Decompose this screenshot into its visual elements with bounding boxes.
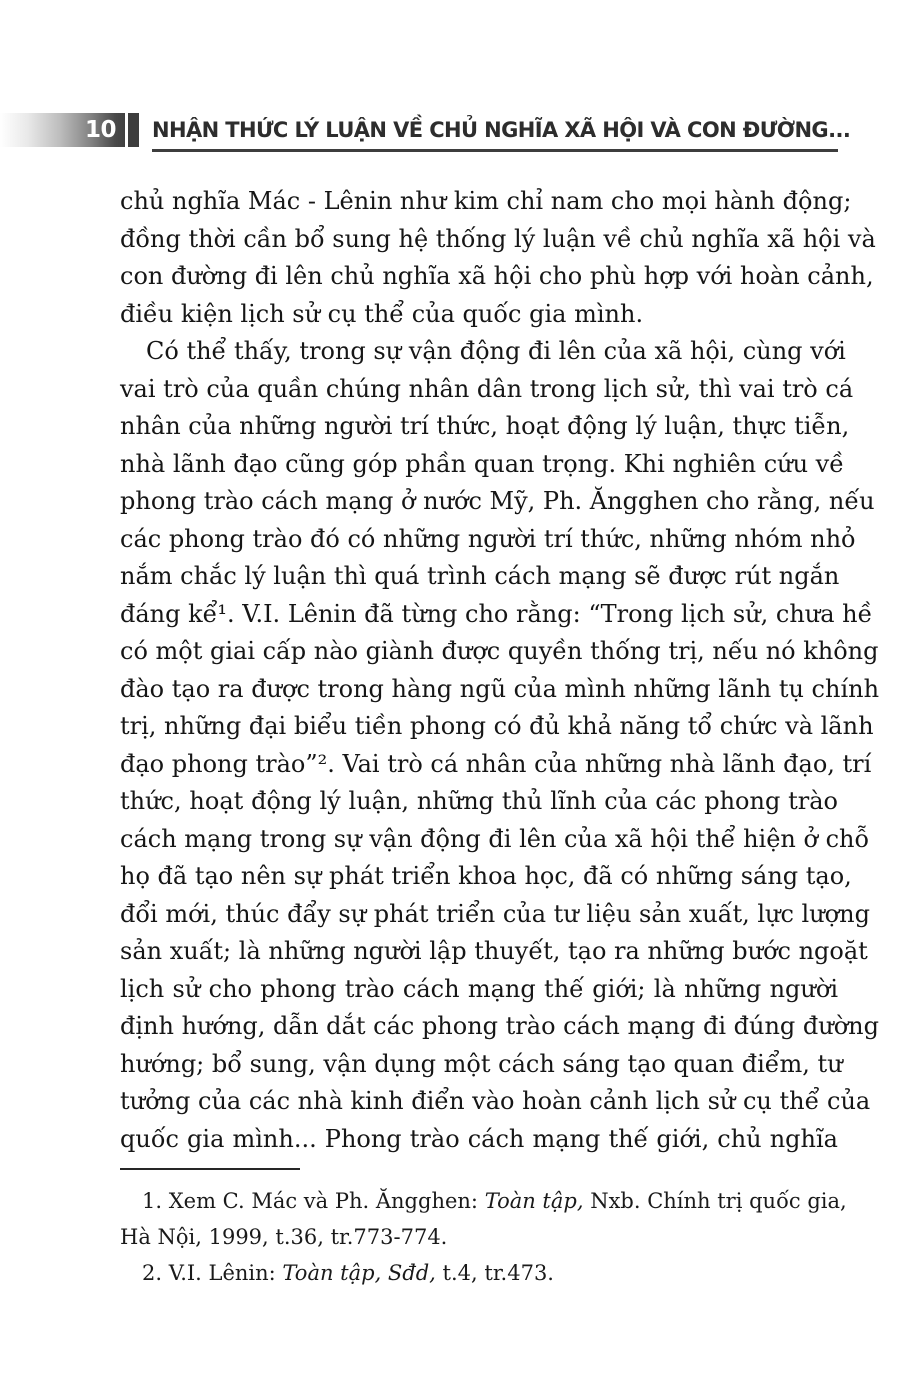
- body-line-p2-5: phong trào cách mạng ở nước Mỹ, Ph. Ăngghen cho rằng, nếu: [120, 487, 875, 515]
- footnote-separator: [120, 1168, 300, 1170]
- body-line-p2-7: nắm chắc lý luận thì quá trình cách mạng sẽ được rút ngắn: [120, 562, 840, 590]
- body-line-p2-18: lịch sử cho phong trào cách mạng thế giới; là những người: [120, 974, 838, 1003]
- footnote-lines: [120, 1183, 847, 1291]
- footnotes-section: [120, 1168, 847, 1291]
- body-line-p2-4: nhà lãnh đạo cũng góp phần quan trọng. Khi nghiên cứu về: [120, 449, 844, 478]
- footnote-line-3: [120, 1255, 838, 1291]
- footnote-text: 2. V.I. Lênin:: [142, 1261, 283, 1285]
- body-line-p2-6: các phong trào đó có những người trí thức, những nhóm nhỏ: [120, 524, 856, 553]
- page-body: [120, 183, 880, 1158]
- body-line-p2-16: đổi mới, thúc đẩy sự phát triển của tư liệu sản xuất, lực lượng: [120, 899, 870, 928]
- footnote-title-italic: Toàn tập,: [484, 1189, 584, 1213]
- body-line-p2-9: có một giai cấp nào giành được quyền thống trị, nếu nó không: [120, 637, 879, 665]
- body-line-p2-20: hướng; bổ sung, vận dụng một cách sáng tạo quan điểm, tư: [120, 1049, 843, 1078]
- body-line-p2-10: đào tạo ra được trong hàng ngũ của mình những lãnh tụ chính: [120, 674, 880, 703]
- body-line-p2-12: đạo phong trào”². Vai trò cá nhân của những nhà lãnh đạo, trí: [120, 749, 872, 778]
- running-title: NHẬN THỨC LÝ LUẬN VỀ CHỦ NGHĨA XÃ HỘI VÀ CON ĐƯỜNG...: [152, 118, 851, 142]
- header-bar-end-cap: [128, 113, 139, 147]
- footnote-line-2: [120, 1219, 838, 1255]
- body-line-p1-4: điều kiện lịch sử cụ thể của quốc gia mình.: [120, 299, 644, 328]
- page-number: 10: [84, 116, 116, 143]
- header-gradient-bar: [0, 113, 139, 147]
- body-line-p2-3: nhân của những người trí thức, hoạt động lý luận, thực tiễn,: [120, 412, 850, 440]
- footnote-title-italic: Toàn tập, Sđd,: [282, 1261, 436, 1285]
- footnote-text: Hà Nội, 1999, t.36, tr.773-774.: [120, 1225, 448, 1249]
- body-line-p2-22: quốc gia mình... Phong trào cách mạng thế giới, chủ nghĩa: [120, 1124, 838, 1153]
- body-line-p2-8: đáng kể¹. V.I. Lênin đã từng cho rằng: “Trong lịch sử, chưa hề: [120, 599, 873, 628]
- body-line-p1-2: đồng thời cần bổ sung hệ thống lý luận về chủ nghĩa xã hội và: [120, 224, 876, 253]
- body-line-p2-11: trị, những đại biểu tiền phong có đủ khả năng tổ chức và lãnh: [120, 712, 874, 740]
- body-line-p2-13: thức, hoạt động lý luận, những thủ lĩnh của các phong trào: [120, 787, 838, 815]
- header-underline: [152, 149, 838, 152]
- header-gradient-segment: [0, 113, 125, 147]
- body-line-p2-21: tưởng của các nhà kinh điển vào hoàn cảnh lịch sử cụ thể của: [120, 1087, 871, 1115]
- body-line-p2-15: họ đã tạo nên sự phát triển khoa học, đã có những sáng tạo,: [120, 862, 852, 890]
- footnote-line-1: [120, 1183, 847, 1219]
- body-line-p2-2: vai trò của quần chúng nhân dân trong lịch sử, thì vai trò cá: [120, 374, 854, 403]
- body-line-p2-1: Có thể thấy, trong sự vận động đi lên của xã hội, cùng với: [146, 337, 846, 365]
- footnote-text: Nxb. Chính trị quốc gia,: [583, 1189, 847, 1213]
- body-line-p1-1: chủ nghĩa Mác - Lênin như kim chỉ nam cho mọi hành động;: [120, 187, 852, 215]
- body-line-p2-14: cách mạng trong sự vận động đi lên của xã hội thể hiện ở chỗ: [120, 824, 870, 853]
- body-line-p1-3: con đường đi lên chủ nghĩa xã hội cho phù hợp với hoàn cảnh,: [120, 262, 874, 290]
- footnote-text: 1. Xem C. Mác và Ph. Ăngghen:: [142, 1189, 485, 1213]
- body-line-p2-19: định hướng, dẫn dắt các phong trào cách mạng đi đúng đường: [120, 1012, 879, 1040]
- body-line-p2-17: sản xuất; là những người lập thuyết, tạo ra những bước ngoặt: [120, 937, 868, 965]
- footnote-text: t.4, tr.473.: [435, 1261, 554, 1285]
